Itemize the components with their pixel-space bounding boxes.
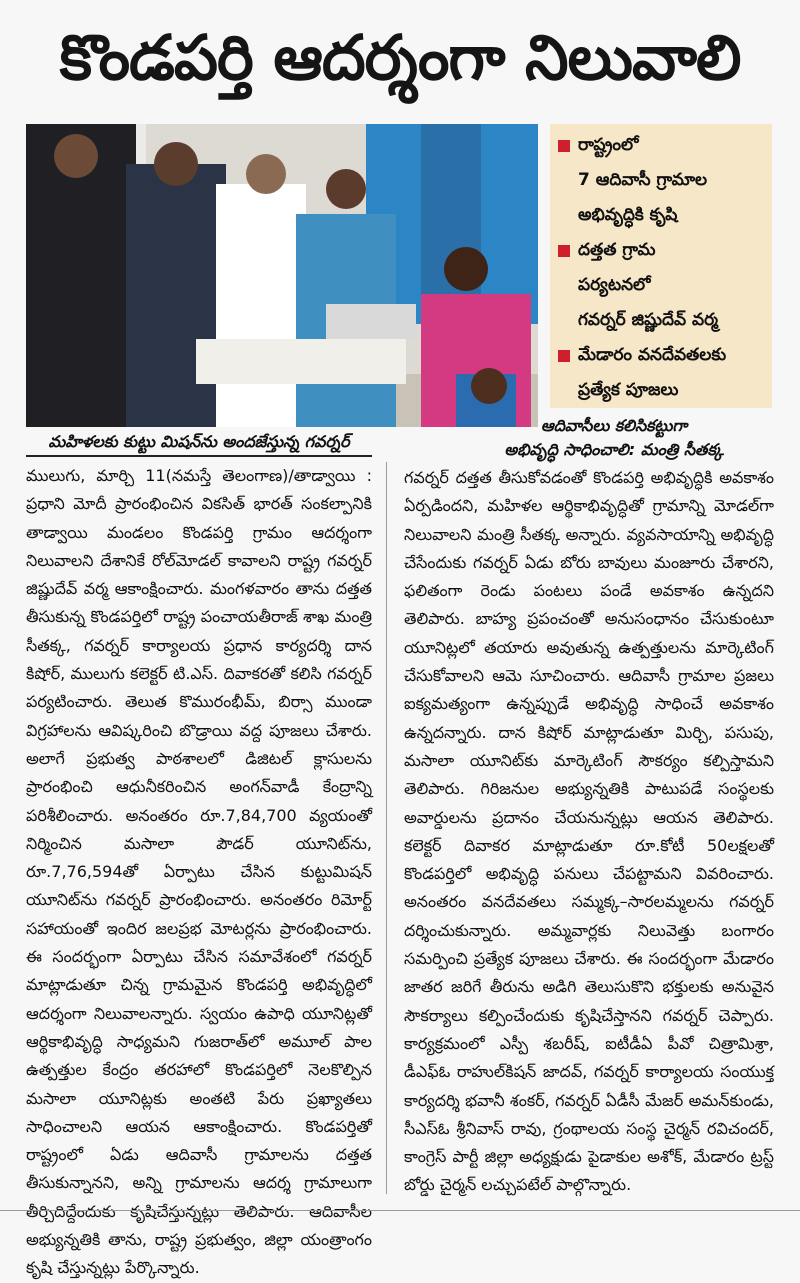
highlight-text: దత్తత గ్రామ పర్యటనలో గవర్నర్ జిష్ణుదేవ్ వర్మ: [578, 240, 718, 330]
column-divider: [386, 462, 387, 1194]
article-column-1: ములుగు, మార్చి 11(నమస్తే తెలంగాణ)/తాడ్వాయి : ప్రధాని మోదీ ప్రారంభించిన వికసిత్ భారత్ సంకల్పానికి తాడ్వాయి మండలం కొండపర్తి గ్రామం ఆదర్శంగా నిలువాలని దేశానికే రోల్‌మోడల్ కావాలని రాష్ట్ర గవర్నర్ జిష్ణుదేవ్ వర్మ ఆకాంక్షించారు. మంగళవారం తాను దత్తత తీసుకున్న కొండపర్తిలో రాష్ట్ర పంచాయతీరాజ్ శాఖ మంత్రి సీతక్క, గవర్నర్ కార్యాలయ ప్రధాన కార్యదర్శి దాన కిషోర్, ములుగు కలెక్టర్ టి.ఎస్. దివాకరతో కలిసి గవర్నర్ పర్యటించారు. తెలుత కొమురంభీమ్, బిర్సా ముండా విగ్రహాలను ఆవిష్కరించి బొడ్రాయి వద్ద పూజలు చేశారు. అలాగే ప్రభుత్వ పాఠశాలలో డిజిటల్ క్లాసులను ప్రారంభించి ఆధునీకరించిన అంగన్‌వాడీ కేంద్రాన్ని పరిశీలించారు. అనంతరం రూ.7,84,700 వ్యయంతో నిర్మించిన మసాలా పౌడర్ యూనిట్‌ను, రూ.7,76,594తో ఏర్పాటు చేసిన కుట్టుమిషన్ యూనిట్‌ను గవర్నర్ ప్రారంభించారు. అనంతరం రిమోర్ట్ సహాయంతో ఇందిర జలప్రభ మోటర్లను ప్రారంభించారు. ఈ సందర్భంగా ఏర్పాటు చేసిన సమావేశంలో గవర్నర్ మాట్లాడుతూ చిన్న గ్రామమైన కొండపర్తి అభివృద్ధిలో ఆదర్శంగా నిలువాలన్నారు. స్వయం ఉపాధి యూనిట్లతో ఆర్థికాభివృద్ధి సాధ్యమని గుజరాత్‌లో అమూల్ పాల ఉత్పత్తుల కేంద్రం తరహాలో కొండపర్తిలో నెలకొల్పిన మసాలా యూనిట్లకు అంతటి పేరు ప్రఖ్యాతలు సాధించాలని ఆయన ఆకాంక్షించారు. కొండపర్తితో రాష్ట్రంలో ఏడు ఆదివాసీ గ్రామాలను దత్తత తీసుకున్నానని, అన్ని గ్రామాలను ఆదర్శ గ్రామాలుగా తీర్చిదిద్దేందుకు కృషిచేస్తున్నట్లు తెలిపారు. ఆదివాసీల అభ్యున్నతికి తాను, రాష్ట్ర ప్రభుత్వం, జిల్లా యంత్రాంగం కృషి చేస్తున్నట్లు పేర్కొన్నారు.: [26, 466, 372, 1278]
highlight-item: [558, 338, 764, 408]
caption-underline: [26, 455, 372, 457]
highlight-text: రాష్ట్రంలో 7 ఆదివాసీ గ్రామాల అభివృద్ధికి కృషి: [578, 135, 708, 225]
highlight-item: [558, 233, 764, 338]
photo-caption: మహిళలకు కుట్టు మిషన్‌ను అందజేస్తున్న గవర్నర్: [48, 432, 350, 451]
article-column-2: గవర్నర్ దత్తత తీసుకోవడంతో కొండపర్తి అభివృద్ధికి అవకాశం ఏర్పడిందని, మహిళల ఆర్థికాభివృద్ధితో గ్రామాన్ని మోడల్‌గా నిలువాలని మంత్రి సీతక్క అన్నారు. వ్యవసాయాన్ని అభివృద్ధి చేసేందుకు గవర్నర్ ఏడు బోరు బావులు మంజూరు చేశారని, ఫలితంగా రెండు పంటలు పండే అవకాశం ఉన్నదని తెలిపారు. బాహ్య ప్రపంచంతో అనుసంధానం చేసుకుంటూ యూనిట్లలో తయారు అవుతున్న ఉత్పత్తులను మార్కెటింగ్ చేసుకోవాలని ఆమె సూచించారు. ఆదివాసీ గ్రామాల ప్రజలు ఐక్యమత్యంగా ఉన్నప్పుడే అభివృద్ధి సాధించే అవకాశం ఉన్నదన్నారు. దాన కిషోర్ మాట్లాడుతూ మిర్చి, పసుపు, మసాలా యూనిట్‌కు మార్కెటింగ్ సౌకర్యం కల్పిస్తామని తెలిపారు. గిరిజనుల అభ్యున్నతికి పాటుపడే సంస్థలకు అవార్డులను ప్రదానం చేయనున్నట్లు ఆయన తెలిపారు. కలెక్టర్ దివాకర మాట్లాడుతూ రూ.కోటీ 50లక్షలతో కొండపర్తిలో అభివృద్ధి పనులు చేపట్టామని వివరించారు. అనంతరం వనదేవతలు సమ్మక్క–సారలమ్మలను గవర్నర్ దర్శించుకున్నారు. అమ్మవార్లకు నిలువెత్తు బంగారం సమర్పించి ప్రత్యేక పూజలు చేశారు. ఈ సందర్భంగా మేడారం జాతర జరిగే తీరును అడిగి తెలుసుకొని భక్తులకు అనువైన సౌకర్యాలు కల్పించేందుకు కృషిచేస్తానని గవర్నర్ చెప్పారు. కార్యక్రమంలో ఎస్పీ శబరీష్, ఐటీడీఏ పీవో చిత్రామిశ్రా, డీఎఫ్‌ఓ రాహుల్‌కిషన్ జాదవ్, గవర్నర్ కార్యాలయ సంయుక్త కార్యదర్శి భవానీ శంకర్, గవర్నర్ ఏడీసీ మేజర్ అమన్‌కుండు, సీఎస్‌ఓ శ్రీనివాస్ రావు, గ్రంథాలయ సంస్థ చైర్మన్ రవిచందర్, కాంగ్రెస్ పార్టీ జిల్లా అధ్యక్షుడు పైడాకుల అశోక్, మేడారం ట్రస్ట్ బోర్డు చైర్మన్ లచ్చుపటేల్ పాల్గొన్నారు.: [404, 468, 774, 1195]
highlights-box: [550, 124, 772, 408]
bullet-square-icon: [558, 245, 570, 257]
bullet-square-icon: [558, 350, 570, 362]
photo-illustration: [26, 124, 538, 427]
highlight-item: [558, 128, 764, 233]
headline: కొండపర్తి ఆదర్శంగా నిలువాలి: [59, 21, 741, 94]
bullet-square-icon: [558, 140, 570, 152]
subheading: ఆదివాసీలు కలిసికట్టుగా అభివృద్ధి సాధించాలి: మంత్రి సీతక్క: [504, 416, 724, 459]
news-photo: [26, 124, 538, 427]
bottom-divider: [0, 1210, 800, 1211]
highlight-text: మేడారం వనదేవతలకు ప్రత్యేక పూజలు: [578, 345, 727, 400]
